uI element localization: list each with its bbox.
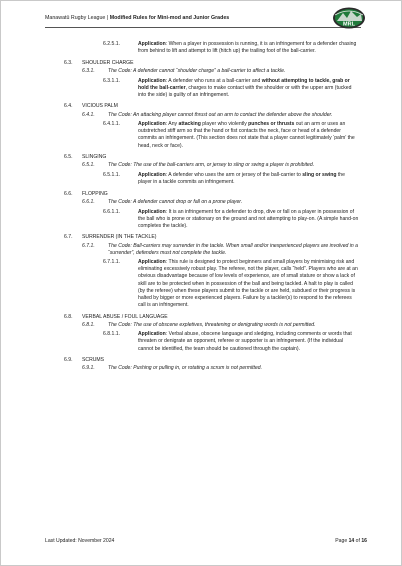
emphasis-text: without attempting to tackle, grab or hold the ball-carrier: [138, 77, 350, 91]
rule-number: 6.3.1.: [82, 67, 95, 74]
section-heading: SHOULDER CHARGE: [82, 59, 134, 66]
header-doc-title: Modified Rules for Mini-mod and Junior Grades: [109, 15, 230, 21]
rule-text: This rule is designed to protect beginners and small players by minimising risk and eliminating excessively robust play. The referee, not the player, calls “held”. Players who are at an obvious disadvantage because of low levels of experience, are of small stature or show a lack of skill are to be protected when in possession of the ball and being tackled. A halt to play is called (by the referee) when these players submit to the tackle or are held, subdued or their progress is halted by bigger or more experienced players. Failure by a tackler(s) to respond to the referees call is an infringement.: [138, 259, 358, 308]
section-heading: SURRENDER (IN THE TACKLE): [82, 234, 157, 241]
rule-number: 6.5.1.1.: [103, 171, 120, 178]
rule-number: 6.9.1.: [82, 365, 95, 372]
rule-6-5-1: [1, 162, 401, 169]
application-label: Application: [138, 77, 166, 84]
rule-6-7-1-1: 6.7.1.1. Application: This rule is designed to protect beginners and small players by minimising risk and eliminating excessively robust play. The referee, not the player, calls “held”. Players who are at an obvious disadvantage because of low levels of experience, are of small stature or show a lack of skill are to be protected when in possession of the ball and being tackled. A halt to play is called (by the referee) when these players submit to the tackle or are held, subdued or their progress is halted by bigger or more experienced players. Failure by a tackler(s) to respond to the referees call is an infringement.: [103, 259, 358, 308]
rule-number: 6.8.1.1.: [103, 331, 120, 338]
page-footer: [45, 538, 367, 544]
section-6-8: [1, 314, 401, 321]
rules-content: [1, 41, 401, 372]
application-label: Application: [138, 331, 166, 338]
section-6-9: [1, 357, 401, 364]
rule-number: 6.4.1.1.: [103, 121, 120, 128]
section-number: 6.5.: [64, 154, 73, 161]
header-rule: [45, 27, 361, 28]
rule-number: 6.6.1.: [82, 198, 95, 205]
section-number: 6.8.: [64, 313, 73, 320]
rule-number: 6.7.1.1.: [103, 259, 120, 266]
section-heading: SCRUMS: [82, 357, 105, 364]
section-6-4: [1, 103, 401, 110]
rule-text: Verbal abuse, obscene language and sledging, including comments or words that threaten or denigrate an opponent, referee or supporter is an infringement. (If the individual cannot be identified, the team should be cautioned through the captain).: [138, 331, 352, 352]
section-number: 6.6.: [64, 190, 73, 197]
code-text: The Code: A defender cannot drop or fall on a prone player.: [108, 198, 243, 205]
section-number: 6.9.: [64, 357, 73, 364]
rule-number: 6.5.1.: [82, 162, 95, 169]
rule-6-8-1: [1, 322, 401, 329]
section-heading: FLOPPING: [82, 190, 108, 197]
code-text: The Code: A defender cannot “shoulder charge” a ball-carrier to affect a tackle.: [108, 67, 286, 74]
section-number: 6.7.: [64, 234, 73, 241]
rule-number: 6.6.1.1.: [103, 208, 120, 215]
section-6-6: [1, 191, 401, 198]
page-number: Page 14 of 16: [335, 538, 367, 544]
code-text: The Code: The use of the ball-carriers arm, or jersey to sling or swing a player is prohibited.: [108, 162, 315, 169]
rule-6-6-1: [1, 199, 401, 206]
rule-6-5-1-1: 6.5.1.1. Application: A defender who uses the arm or jersey of the ball-carrier to sling or swing the player in a tackle commits an infringement.: [103, 171, 345, 186]
rule-6-3-1-1: 6.3.1.1. Application: A defender who runs at a ball-carrier and without attempting to tackle, grab or hold the ball-carrier, charges to make contact with the shoulder or with the upper arm (tucked into the side) is guilty of an infringement.: [103, 77, 352, 98]
rule-6-2-5-1: 6.2.5.1. Application: When a player in possession is running, it is an infringement for a defender chasing from behind to lift and attempt to lift (hitch up) the trailing foot of the ball-carrier.: [103, 41, 357, 55]
rule-number: 6.2.5.1.: [103, 41, 120, 47]
logo-text: MRL: [343, 21, 355, 28]
code-text: The Code: Ball-carriers may surrender in the tackle. When small and/or inexperienced players are involved in a “surrender”, defenders must not complete the tackle.: [108, 242, 358, 256]
rule-text: It is an infringement for a defender to drop, dive or fall on a player in possession of the ball who is prone or stationary on the ground and not attempting to play-on. (A simple hand-on completes the tackle).: [138, 208, 359, 229]
section-number: 6.4.: [64, 103, 73, 110]
last-updated: Last Updated: November 2024: [45, 538, 115, 544]
rule-6-4-1-1: 6.4.1.1. Application: Any attacking player who violently punches or thrusts out an arm or uses an outstretched stiff arm so that the hand or fist contacts the neck, face or head of a defender commits an infringement. (This section does not state that a player cannot legitimately ‘palm’ the head, neck or face).: [103, 121, 355, 149]
mrl-logo: [331, 5, 367, 31]
rule-number: 6.7.1.: [82, 242, 95, 249]
section-6-5: [1, 154, 401, 161]
header-org: Manawatū Rugby League: [45, 15, 106, 21]
rule-6-9-1: [1, 365, 401, 372]
rule-number: 6.8.1.: [82, 321, 95, 328]
section-heading: VICIOUS PALM: [82, 103, 118, 110]
emphasis-text: punches or thrusts: [248, 121, 295, 128]
rule-6-6-1-1: 6.6.1.1. Application: It is an infringement for a defender to drop, dive or fall on a player in possession of the ball who is prone or stationary on the ground and not attempting to play-on. (A simple hand-on completes the tackle).: [103, 208, 359, 229]
application-label: Application: [138, 41, 166, 47]
emphasis-text: attacking: [178, 121, 201, 128]
application-label: Application: [138, 171, 166, 178]
application-label: Application: [138, 259, 166, 266]
page-header: [45, 15, 361, 21]
rule-6-3-1: [1, 68, 401, 75]
rule-6-4-1: [1, 112, 401, 119]
emphasis-text: sling or swing: [302, 171, 337, 178]
rule-number: 6.3.1.1.: [103, 77, 120, 84]
rule-6-7-1: [1, 243, 401, 257]
code-text: The Code: An attacking player cannot thrust out an arm to contact the defender above the shoulder.: [108, 111, 333, 118]
rule-6-8-1-1: 6.8.1.1. Application: Verbal abuse, obscene language and sledging, including comments or words that threaten or denigrate an opponent, referee or supporter is an infringement. (If the individual cannot be identified, the team should be cautioned through the captain).: [103, 331, 352, 352]
rule-number: 6.4.1.: [82, 111, 95, 118]
section-heading: VERBAL ABUSE / FOUL LANGUAGE: [82, 313, 168, 320]
code-text: The Code: The use of obscene expletives, threatening or denigrating words is not permitted.: [108, 321, 316, 328]
section-6-3: [1, 60, 401, 67]
application-label: Application: [138, 208, 166, 215]
section-heading: SLINGING: [82, 154, 107, 161]
section-number: 6.3.: [64, 59, 73, 66]
header-separator: |: [106, 15, 109, 21]
rule-text: When a player in possession is running, it is an infringement for a defender chasing from behind to lift and attempt to lift (hitch up) the trailing foot of the ball-carrier.: [138, 41, 357, 55]
code-text: The Code: Pushing or pulling in, or rotating a scrum is not permitted.: [108, 365, 263, 372]
application-label: Application: [138, 121, 166, 128]
section-6-7: [1, 234, 401, 241]
